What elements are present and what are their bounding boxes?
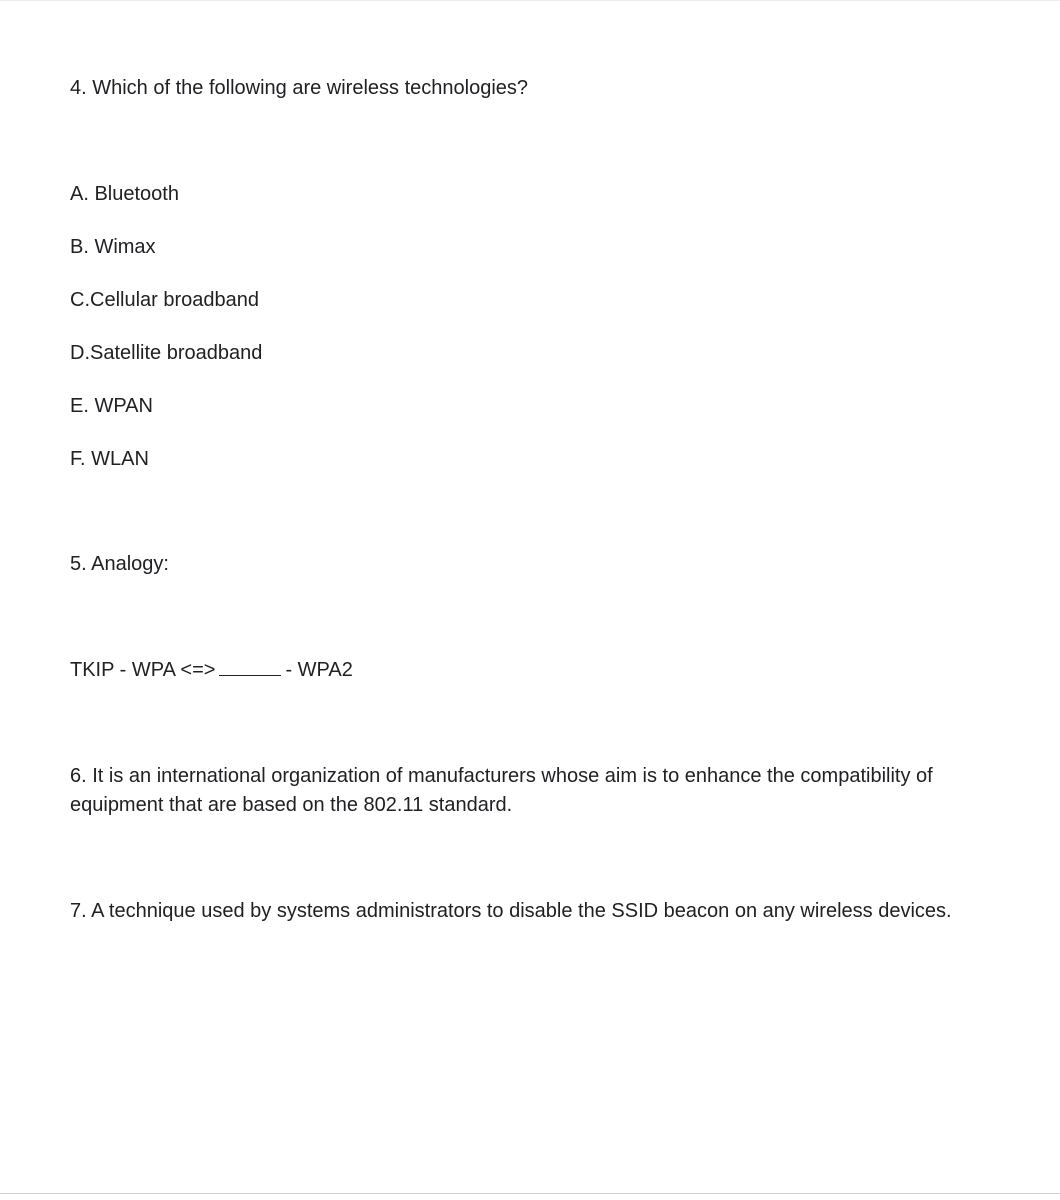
option-b: B. Wimax — [70, 236, 156, 258]
question-6: 6. It is an international organization of manufacturers whose aim is to enhance the compatibility of equipment that are based on the 802.11 standard. — [70, 765, 933, 816]
option-f: F. WLAN — [70, 448, 149, 470]
question-7: 7. A technique used by systems administrators to disable the SSID beacon on any wireless devices. — [70, 900, 952, 922]
option-e: E. WPAN — [70, 395, 153, 417]
question-5: 5. Analogy: — [70, 553, 169, 575]
top-divider — [0, 0, 1060, 1]
option-c: C.Cellular broadband — [70, 289, 260, 311]
question-4: 4. Which of the following are wireless technologies? — [70, 77, 529, 99]
answer-blank — [219, 655, 281, 676]
analogy-right: - WPA2 — [285, 659, 353, 681]
option-d: D.Satellite broadband — [70, 342, 263, 364]
analogy-line — [70, 655, 353, 685]
option-a: A. Bluetooth — [70, 183, 179, 205]
analogy-left: TKIP - WPA <=> — [70, 659, 216, 681]
